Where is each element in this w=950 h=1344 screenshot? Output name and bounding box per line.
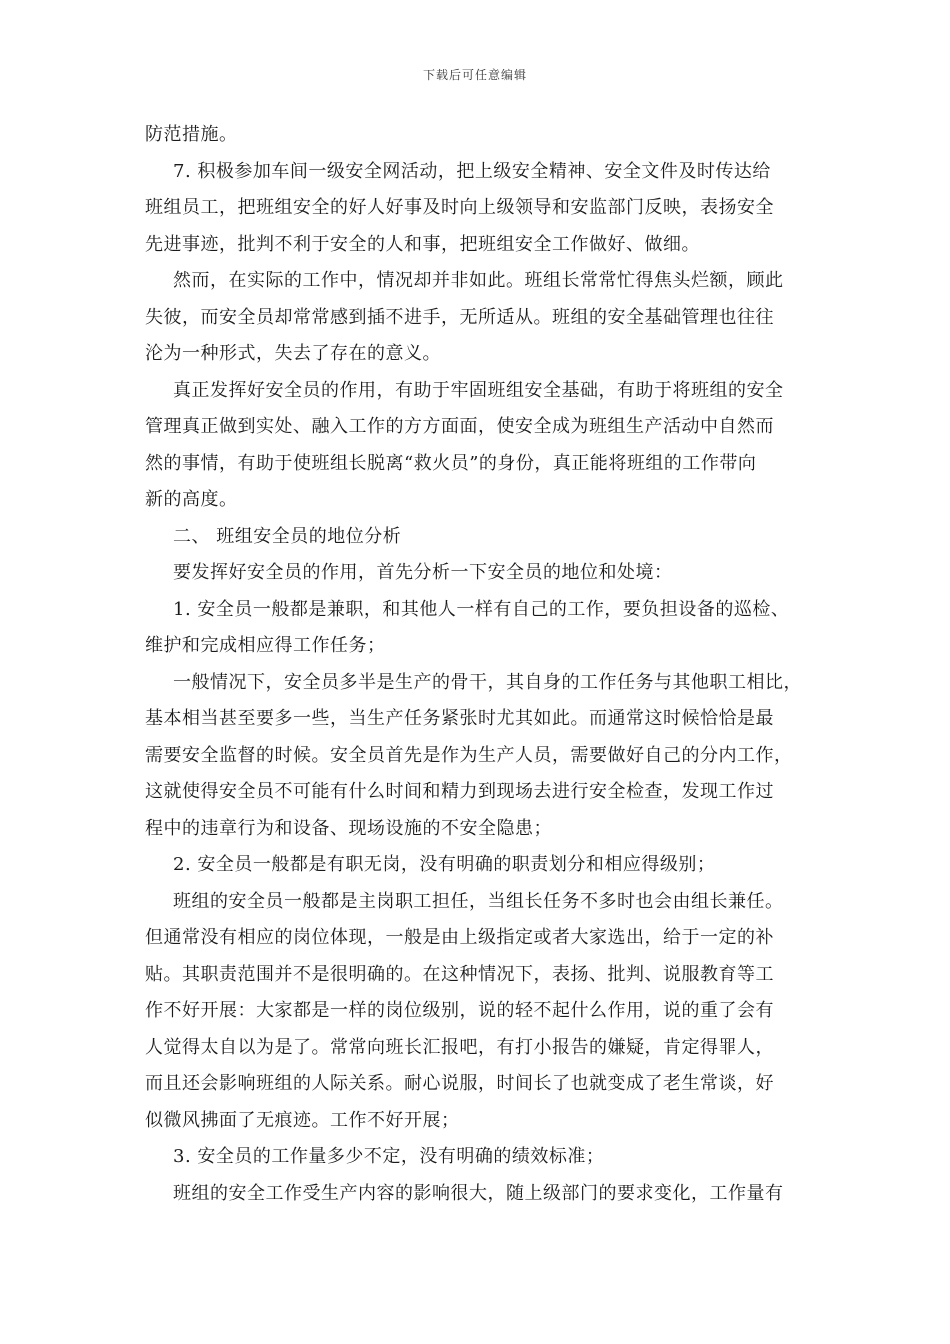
text-line: 程中的违章行为和设备、现场设施的不安全隐患； [145, 817, 552, 839]
text-line: 管理真正做到实处、融入工作的方方面面，使安全成为班组生产活动中自然而 [145, 416, 774, 437]
text-line: 要发挥好安全员的作用，首先分析一下安全员的地位和处境： [173, 562, 673, 583]
text-line: 班组的安全工作受生产内容的影响很大，随上级部门的要求变化，工作量有 [173, 1182, 784, 1204]
text-line: 真正发挥好安全员的作用，有助于牢固班组安全基础，有助于将班组的安全 [173, 379, 784, 401]
text-line: 然的事情，有助于使班组长脱离“救火员”的身份，真正能将班组的工作带向 [145, 452, 757, 474]
text-line: 先进事迹，批判不利于安全的人和事，把班组安全工作做好、做细。 [145, 233, 700, 255]
document-body [145, 117, 815, 1212]
page-header: 下载后可任意编辑 [422, 68, 527, 82]
text-line: 二、 班组安全员的地位分析 [173, 525, 402, 547]
text-line: 作不好开展：大家都是一样的岗位级别，说的轻不起什么作用，说的重了会有 [145, 1000, 774, 1021]
text-line: 班组的安全员一般都是主岗职工担任，当组长任务不多时也会由组长兼任。 [173, 890, 784, 912]
text-line: 沦为一种形式，失去了存在的意义。 [145, 343, 441, 364]
text-line: 一般情况下，安全员多半是生产的骨干，其自身的工作任务与其他职工相比， [173, 671, 802, 693]
text-line: 贴。其职责范围并不是很明确的。在这种情况下，表扬、批判、说服教育等工 [145, 963, 774, 985]
text-line: 防范措施。 [145, 124, 238, 145]
text-line: 1. 安全员一般都是兼职，和其他人一样有自己的工作，要负担设备的巡检、 [173, 598, 790, 620]
text-line: 人觉得太自以为是了。常常向班长汇报吧，有打小报告的嫌疑，肯定得罪人， [145, 1036, 774, 1058]
text-line: 但通常没有相应的岗位体现，一般是由上级指定或者大家选出，给于一定的补 [145, 927, 774, 948]
text-line: 班组员工，把班组安全的好人好事及时向上级领导和安监部门反映，表扬安全 [145, 197, 774, 218]
text-line: 然而，在实际的工作中，情况却并非如此。班组长常常忙得焦头烂额，顾此 [173, 270, 784, 291]
text-line: 失彼，而安全员却常常感到插不进手，无所适从。班组的安全基础管理也往往 [145, 306, 774, 328]
text-line: 需要安全监督的时候。安全员首先是作为生产人员，需要做好自己的分内工作， [145, 744, 793, 766]
text-line: 新的高度。 [145, 489, 238, 510]
text-line: 似微风拂面了无痕迹。工作不好开展； [145, 1109, 460, 1131]
text-line: 基本相当甚至要多一些，当生产任务紧张时尤其如此。而通常这时候恰恰是最 [145, 708, 774, 729]
text-line: 2. 安全员一般都是有职无岗，没有明确的职责划分和相应得级别； [173, 854, 716, 875]
text-line: 而且还会影响班组的人际关系。耐心说服，时间长了也就变成了老生常谈，好 [145, 1073, 774, 1094]
text-line: 7. 积极参加车间一级安全网活动，把上级安全精神、安全文件及时传达给 [173, 160, 771, 182]
text-line: 3. 安全员的工作量多少不定，没有明确的绩效标准； [173, 1146, 605, 1167]
text-line: 这就使得安全员不可能有什么时间和精力到现场去进行安全检查，发现工作过 [145, 781, 774, 802]
text-line: 维护和完成相应得工作任务； [145, 635, 386, 656]
